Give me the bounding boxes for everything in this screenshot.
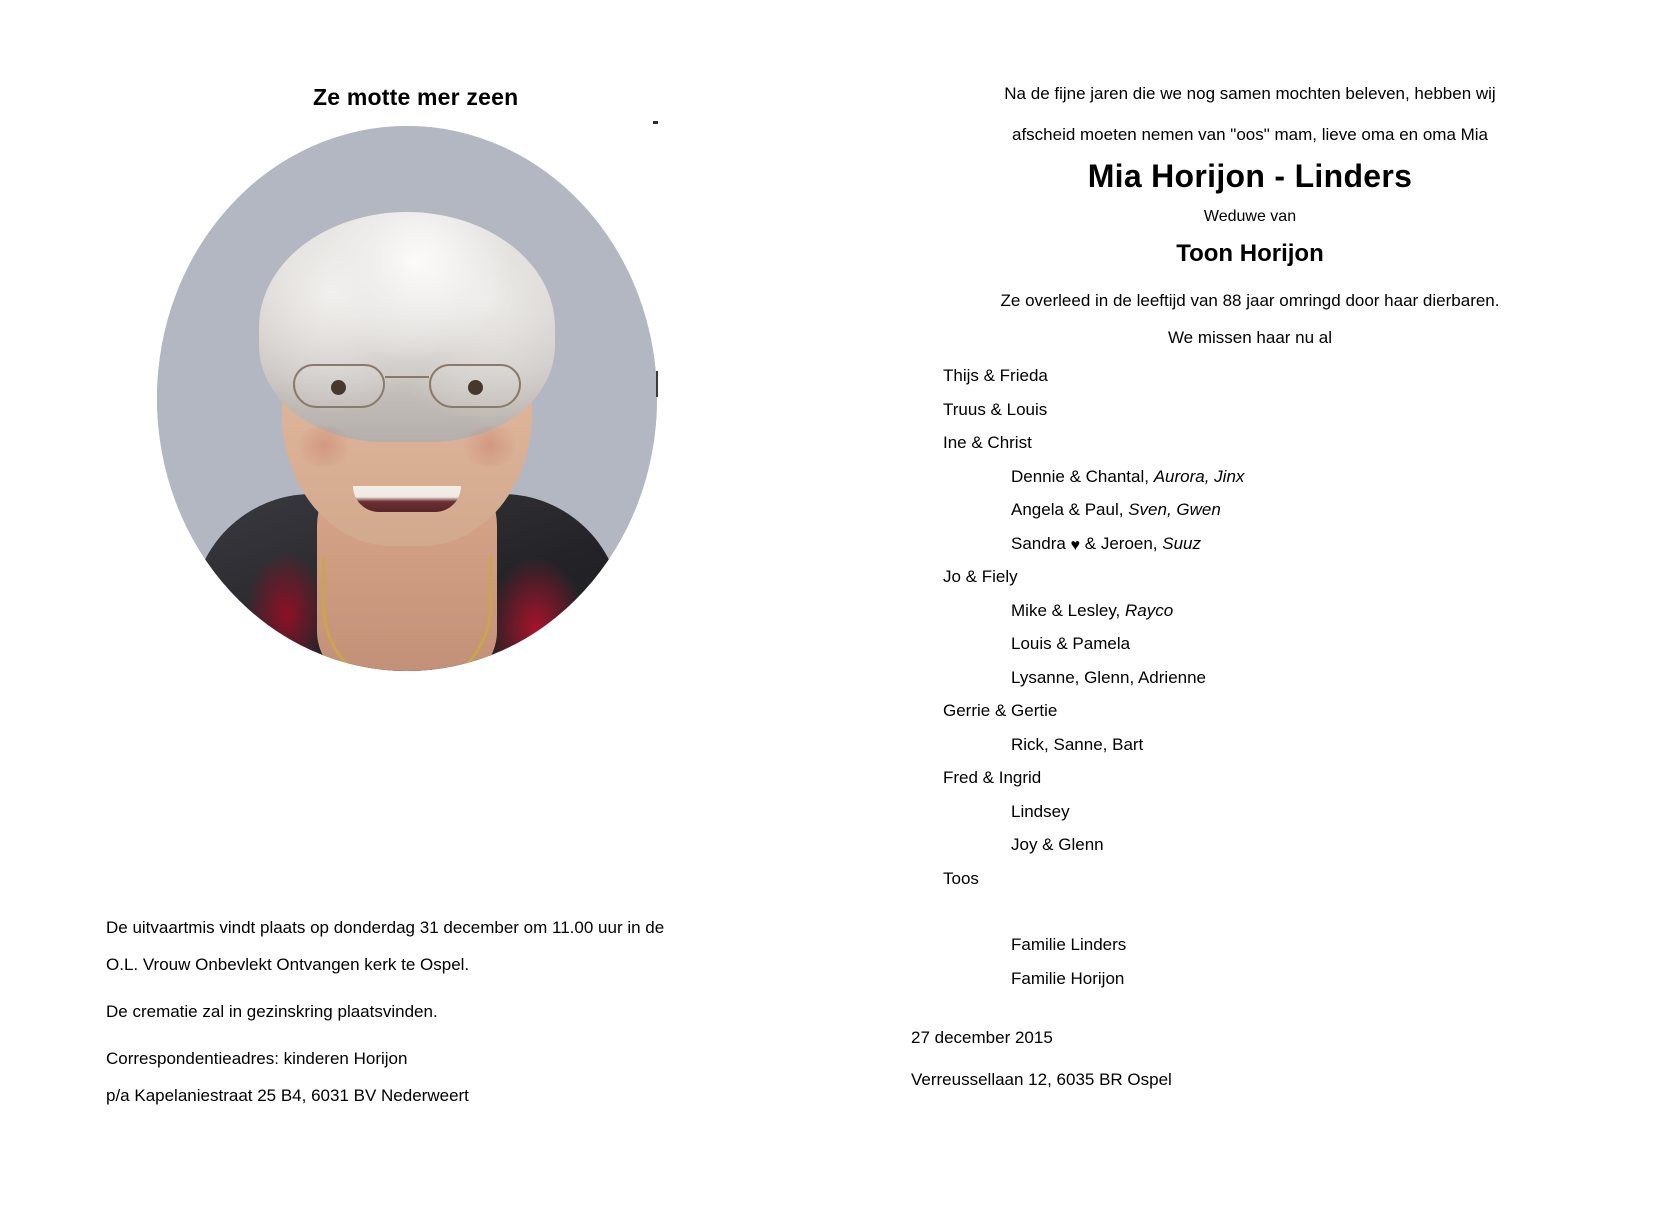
- family-row: Toos: [943, 868, 979, 888]
- family-row: [833, 594, 1667, 628]
- deceased-name: Mia Horijon - Linders: [1087, 158, 1413, 194]
- family-row: Louis & Pamela: [1011, 634, 1131, 653]
- necklace-icon: [322, 556, 492, 671]
- family-row: Lysanne, Glenn, Adrienne: [1011, 667, 1207, 687]
- scan-mark-dot: [653, 121, 658, 124]
- surviving-families: [833, 928, 1667, 996]
- spacer: [106, 977, 746, 1003]
- service-line-2: O.L. Vrouw Onbevlekt Ontvangen kerk te Ospel.: [106, 955, 470, 974]
- portrait-smile: [353, 486, 461, 512]
- left-page: [0, 0, 833, 1206]
- right-page: [833, 0, 1667, 1206]
- footer-details: [911, 1028, 1172, 1090]
- grandchildren-names: Sven, Gwen: [1128, 500, 1221, 519]
- card-address: Verreussellaan 12, 6035 BR Ospel: [911, 1070, 1172, 1089]
- family-row: Joy & Glenn: [1011, 835, 1104, 854]
- service-details: [106, 919, 746, 1108]
- family-names: Dennie & Chantal,: [1011, 466, 1154, 486]
- intro-text: [833, 84, 1667, 166]
- intro-line-2: afscheid moeten nemen van "oos" mam, lieve oma en oma Mia: [1011, 125, 1489, 144]
- correspondence-line-1: Correspondentieadres: kinderen Horijon: [106, 1049, 408, 1068]
- service-paragraph: [106, 919, 746, 973]
- family-row: Thijs & Frieda: [943, 366, 1048, 385]
- family-row: [833, 460, 1667, 494]
- family-names: Angela & Paul,: [1011, 500, 1129, 519]
- glasses-bridge: [385, 376, 429, 378]
- grandchildren-names: Suuz: [1162, 533, 1202, 553]
- portrait-cheek-right: [458, 426, 522, 466]
- family-list: [833, 359, 1667, 895]
- family-row: Jo & Fiely: [943, 567, 1018, 586]
- family-names: Sandra: [1011, 533, 1071, 553]
- scan-mark-line: [656, 371, 658, 397]
- family-row: Fred & Ingrid: [943, 768, 1042, 787]
- family-row: [833, 527, 1667, 561]
- portrait-cheek-left: [292, 426, 356, 466]
- cremation-line: De crematie zal in gezinskring plaatsvinden.: [106, 1002, 438, 1021]
- grandchildren-names: Rayco: [1125, 600, 1174, 620]
- family-names: Mike & Lesley,: [1011, 600, 1126, 620]
- motto-heading: Ze motte mer zeen: [313, 84, 519, 110]
- family-row: Lindsey: [1011, 801, 1070, 821]
- glasses-icon: [293, 364, 521, 410]
- missing-text: We missen haar nu al: [1167, 328, 1333, 347]
- heart-icon: ♥: [1070, 536, 1081, 554]
- service-line-1: De uitvaartmis vindt plaats op donderdag 31 december om 11.00 uur in de: [106, 918, 665, 937]
- portrait-photo: [157, 126, 657, 671]
- correspondence-line-2: p/a Kapelaniestraat 25 B4, 6031 BV Nederweert: [106, 1086, 469, 1105]
- portrait-image: [157, 126, 657, 671]
- glasses-lens-left: [293, 364, 385, 408]
- spacer-2: [106, 1024, 746, 1050]
- family-names-cont: & Jeroen,: [1080, 533, 1163, 553]
- family-row: Rick, Sanne, Bart: [1011, 734, 1144, 754]
- family-row: Truus & Louis: [943, 399, 1048, 419]
- spouse-name: Toon Horijon: [1176, 240, 1324, 267]
- family-row: [833, 493, 1667, 527]
- correspondence-paragraph: [106, 1050, 746, 1104]
- widow-label: Weduwe van: [1203, 208, 1297, 225]
- glasses-lens-right: [429, 364, 521, 408]
- card-date: 27 december 2015: [911, 1028, 1053, 1047]
- cremation-paragraph: [106, 1003, 746, 1020]
- family-row: Gerrie & Gertie: [943, 701, 1058, 720]
- family-row: Ine & Christ: [943, 433, 1032, 452]
- family-surname: Familie Linders: [1011, 935, 1127, 954]
- passed-away-text: Ze overleed in de leeftijd van 88 jaar omringd door haar dierbaren.: [1000, 291, 1500, 310]
- family-surname: Familie Horijon: [1011, 969, 1125, 988]
- grandchildren-names: Aurora, Jinx: [1153, 466, 1245, 486]
- intro-line-1: Na de fijne jaren die we nog samen mochten beleven, hebben wij: [1004, 84, 1496, 103]
